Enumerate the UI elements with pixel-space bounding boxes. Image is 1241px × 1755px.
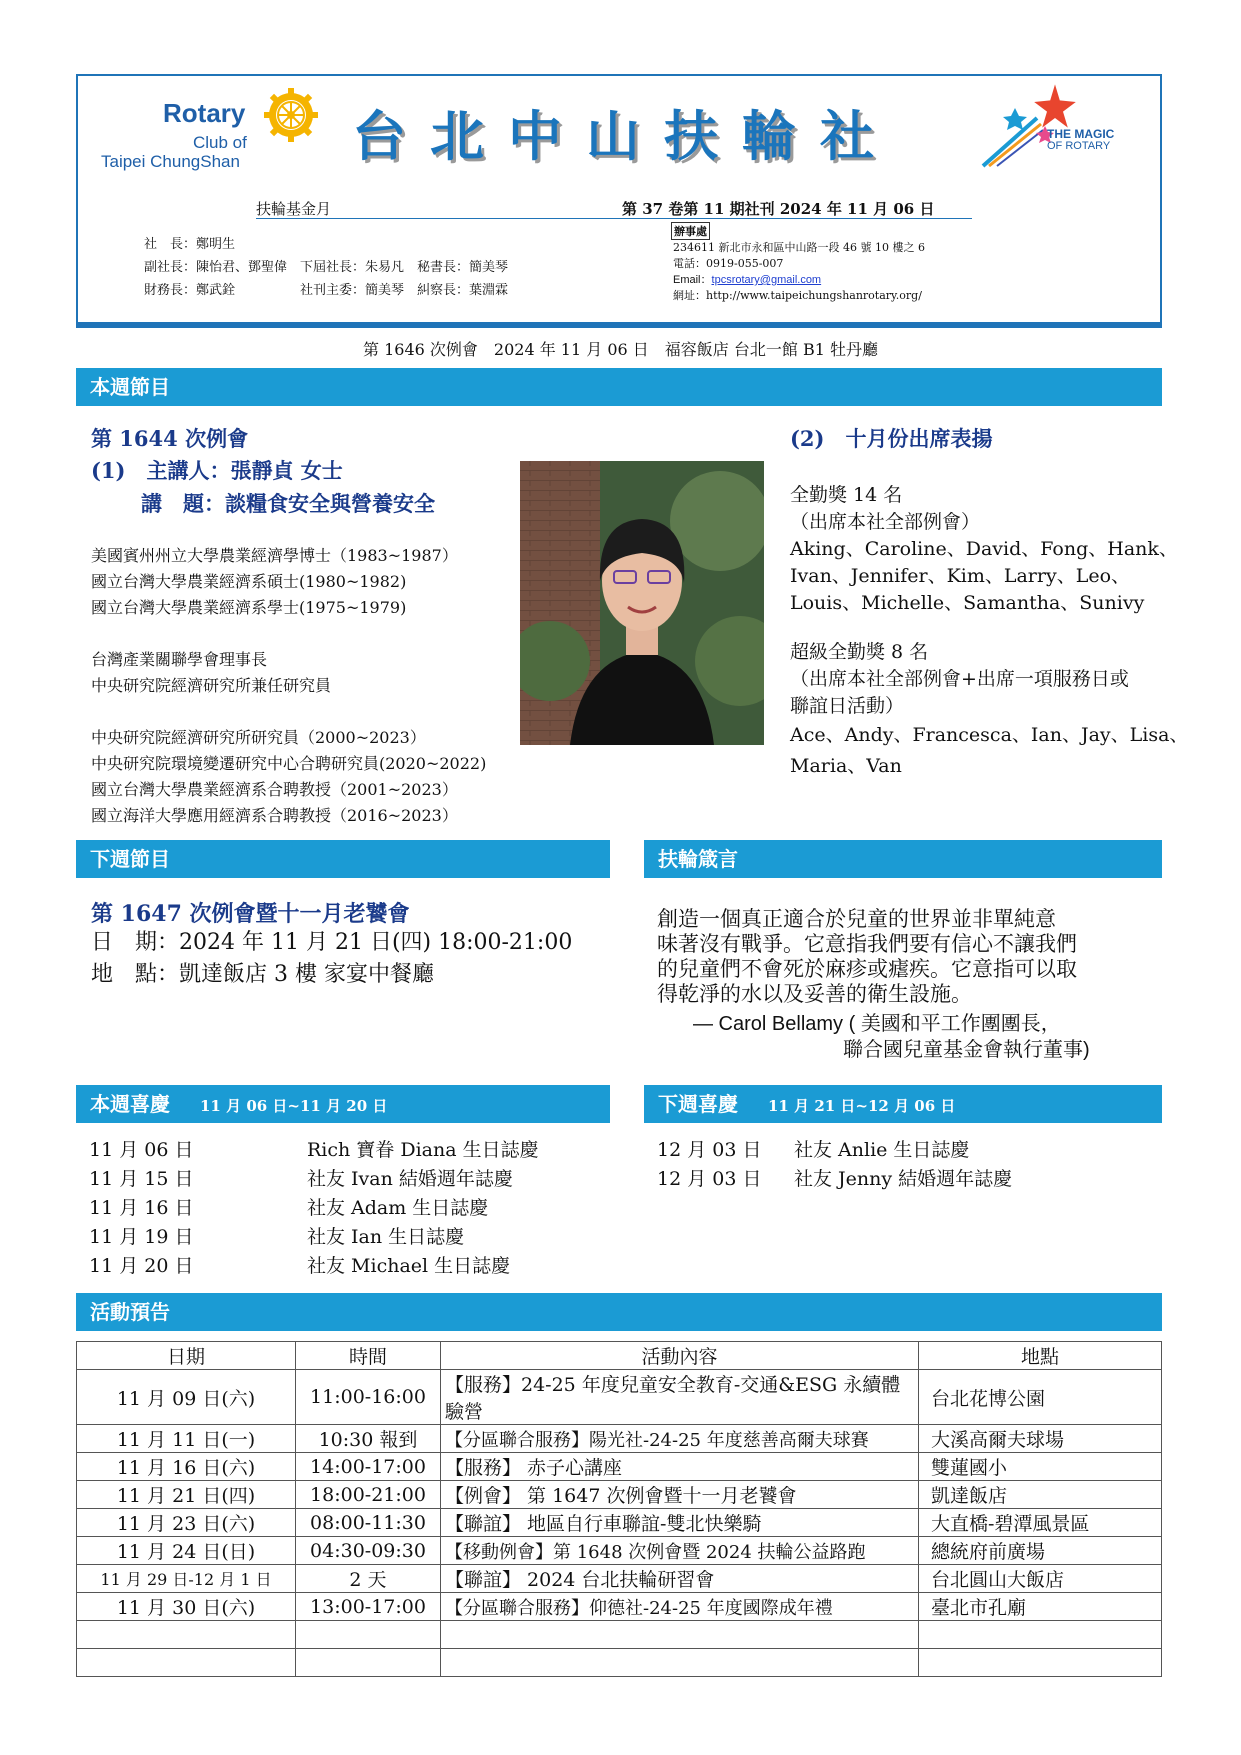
club-of-label: Club of [193, 133, 247, 152]
celebration-text: 社友 Ian 生日誌慶 [307, 1226, 465, 1248]
speaker-bio [91, 543, 486, 829]
super-attendance-count: 超級全勤獎 8 名 [790, 641, 929, 663]
celebration-text: 社友 Ivan 結婚週年誌慶 [307, 1168, 513, 1190]
bio-spacer [91, 621, 486, 647]
next-meeting-place: 地 點：凱達飯店 3 樓 家宴中餐廳 [91, 962, 434, 987]
bio-line: 國立海洋大學應用經濟系合聘教授（2016~2023） [91, 806, 458, 825]
bio-line: 中央研究院經濟研究所研究員（2000~2023） [91, 728, 426, 747]
motto-line: 味著沒有戰爭。它意指我們要有信心不讓我們 [657, 932, 1077, 956]
celebration-date: 12 月 03 日 [657, 1168, 762, 1190]
section-bar-this-week: 本週節目 [76, 368, 1162, 406]
table-row [77, 1509, 1162, 1537]
rotary-wheel-icon [262, 86, 320, 144]
motto-author-title: 聯合國兒童基金會執行董事) [843, 1039, 1090, 1061]
office-label: 辦事處 [671, 222, 710, 240]
empty-cell [919, 1649, 1162, 1677]
empty-cell [296, 1649, 441, 1677]
meeting-info: 第 1646 次例會 2024 年 11 月 06 日 福容飯店 台北一館 B1 牡丹廳 [363, 340, 878, 359]
event-time: 18:00-21:00 [296, 1481, 441, 1509]
column-header-date: 日期 [77, 1342, 296, 1370]
event-activity: 【服務】 赤子心講座 [441, 1453, 919, 1481]
issue-underline [256, 218, 972, 219]
club-name: Taipei ChungShan [101, 152, 240, 171]
full-attendance-note: （出席本社全部例會） [790, 511, 981, 533]
speaker-photo [520, 461, 764, 745]
super-attendance-note: （出席本社全部例會+出席一項服務日或 [790, 668, 1129, 690]
celebrations-next-list [657, 1136, 1012, 1194]
event-activity: 【聯誼】 地區自行車聯誼-雙北快樂騎 [441, 1509, 919, 1537]
officer-line: 財務長：鄭武銓 社刊主委：簡美琴 糾察長：葉淵霖 [144, 283, 509, 298]
empty-cell [441, 1649, 919, 1677]
topic-line: 講 題：談糧食安全與營養安全 [141, 491, 435, 516]
list-item [657, 1136, 1012, 1165]
list-item [89, 1165, 539, 1194]
rotary-wordmark: Rotary [163, 98, 246, 128]
next-meeting-date: 日 期：2024 年 11 月 21 日(四) 18:00-21:00 [91, 930, 573, 955]
empty-cell [441, 1621, 919, 1649]
office-email-link[interactable]: tpcsrotary@gmail.com [711, 274, 822, 286]
office-email-label: Email： [673, 274, 712, 286]
table-header-row [77, 1342, 1162, 1370]
bio-line: 台灣產業關聯學會理事長 [91, 650, 268, 669]
event-place: 雙蓮國小 [919, 1453, 1162, 1481]
event-place: 臺北市孔廟 [919, 1593, 1162, 1621]
celebrations-next-title: 下週喜慶 [658, 1092, 738, 1116]
celebration-text: 社友 Jenny 結婚週年誌慶 [794, 1168, 1013, 1190]
office-email [673, 272, 821, 288]
motto-line: 的兒童們不會死於麻疹或瘧疾。它意指可以取 [657, 957, 1077, 981]
attendance-details [790, 482, 1188, 782]
magic-tagline-line1: THE MAGIC [1047, 127, 1115, 141]
event-date: 11 月 24 日(日) [77, 1537, 296, 1565]
event-time: 08:00-11:30 [296, 1509, 441, 1537]
empty-cell [77, 1649, 296, 1677]
celebration-date: 11 月 15 日 [89, 1168, 194, 1190]
celebrations-this-list [89, 1136, 539, 1281]
motto-quote [657, 907, 1077, 1007]
super-attendance-names: Ace、Andy、Francesca、Ian、Jay、Lisa、 [790, 724, 1189, 746]
full-attendance-count: 全勤獎 14 名 [790, 484, 903, 506]
masthead-bottom-band [76, 322, 1162, 328]
event-activity: 【例會】 第 1647 次例會暨十一月老饕會 [441, 1481, 919, 1509]
event-place: 總統府前廣場 [919, 1537, 1162, 1565]
bio-line: 美國賓州州立大學農業經濟學博士（1983~1987） [91, 546, 458, 565]
motto-line: 得乾淨的水以及妥善的衛生設施。 [657, 982, 972, 1006]
event-activity: 【移動例會】第 1648 次例會暨 2024 扶輪公益路跑 [441, 1537, 919, 1565]
speaker-line: (1) 主講人：張靜貞 女士 [91, 458, 343, 483]
celebration-text: 社友 Adam 生日誌慶 [307, 1197, 489, 1219]
section-bar-next-week: 下週節目 [76, 840, 610, 878]
column-header-activity: 活動內容 [441, 1342, 919, 1370]
list-item [89, 1136, 539, 1165]
motto-line: 創造一個真正適合於兒童的世界並非單純意 [657, 907, 1056, 931]
office-website[interactable]: 網址：http://www.taipeichungshanrotary.org/ [673, 289, 922, 302]
event-date: 11 月 11 日(一) [77, 1425, 296, 1453]
bio-line: 中央研究院環境變遷研究中心合聘研究員(2020~2022) [91, 754, 487, 773]
bio-spacer [91, 699, 486, 725]
celebration-text: 社友 Anlie 生日誌慶 [794, 1139, 970, 1161]
celebration-date: 11 月 19 日 [89, 1226, 194, 1248]
column-header-time: 時間 [296, 1342, 441, 1370]
attendance-title: (2) 十月份出席表揚 [790, 426, 993, 451]
empty-cell [919, 1621, 1162, 1649]
celebration-date: 11 月 06 日 [89, 1139, 194, 1161]
bio-line: 中央研究院經濟研究所兼任研究員 [91, 676, 332, 695]
event-place: 大溪高爾夫球場 [919, 1425, 1162, 1453]
section-bar-this-week-celebrations [76, 1085, 610, 1123]
event-time: 2 天 [296, 1565, 441, 1593]
list-item [657, 1165, 1012, 1194]
event-activity: 【服務】24-25 年度兒童安全教育-交通&ESG 永續體驗營 [441, 1370, 919, 1425]
event-place: 台北花博公園 [919, 1370, 1162, 1425]
table-row [77, 1537, 1162, 1565]
super-attendance-note: 聯誼日活動） [790, 695, 905, 717]
full-attendance-names: Ivan、Jennifer、Kim、Larry、Leo、 [790, 565, 1131, 587]
full-attendance-names: Aking、Caroline、David、Fong、Hank、 [790, 538, 1178, 560]
event-date: 11 月 21 日(四) [77, 1481, 296, 1509]
table-row-empty [77, 1649, 1162, 1677]
event-place: 台北圓山大飯店 [919, 1565, 1162, 1593]
office-phone: 電話：0919-055-007 [673, 257, 784, 270]
celebration-text: Rich 寶眷 Diana 生日誌慶 [307, 1139, 539, 1161]
table-row [77, 1481, 1162, 1509]
celebration-date: 12 月 03 日 [657, 1139, 762, 1161]
super-attendance-names: Maria、Van [790, 755, 902, 777]
issue-info: 第 37 卷第 11 期社刊 2024 年 11 月 06 日 [622, 200, 935, 218]
motto-author: — Carol Bellamy ( 美國和平工作團團長， [693, 1013, 1061, 1035]
section-bar-events: 活動預告 [76, 1293, 1162, 1331]
section-bar-next-week-celebrations [644, 1085, 1162, 1123]
list-item [89, 1252, 539, 1281]
event-date: 11 月 30 日(六) [77, 1593, 296, 1621]
empty-cell [77, 1621, 296, 1649]
event-date: 11 月 16 日(六) [77, 1453, 296, 1481]
month-theme: 扶輪基金月 [256, 200, 332, 218]
bio-line: 國立台灣大學農業經濟系合聘教授（2001~2023） [91, 780, 458, 799]
event-activity: 【分區聯合服務】陽光社-24-25 年度慈善高爾夫球賽 [441, 1425, 919, 1453]
events-table [76, 1341, 1162, 1677]
event-place: 凱達飯店 [919, 1481, 1162, 1509]
magic-of-rotary-logo [975, 78, 1135, 168]
officer-line: 社 長：鄭明生 [144, 237, 236, 252]
next-meeting-title: 第 1647 次例會暨十一月老饕會 [91, 901, 410, 927]
officer-list [144, 233, 508, 302]
event-time: 14:00-17:00 [296, 1453, 441, 1481]
table-row [77, 1370, 1162, 1425]
event-time: 10:30 報到 [296, 1425, 441, 1453]
event-place: 大直橋-碧潭風景區 [919, 1509, 1162, 1537]
celebrations-next-range: 11 月 21 日~12 月 06 日 [768, 1097, 956, 1115]
event-date: 11 月 09 日(六) [77, 1370, 296, 1425]
section-bar-motto: 扶輪箴言 [644, 840, 1162, 878]
full-attendance-names: Louis、Michelle、Samantha、Sunivy [790, 592, 1145, 614]
event-date: 11 月 23 日(六) [77, 1509, 296, 1537]
meeting-number-title: 第 1644 次例會 [91, 426, 249, 451]
bio-line: 國立台灣大學農業經濟系學士(1975~1979) [91, 598, 407, 617]
officer-line: 副社長：陳怡君、鄧聖偉 下屆社長：朱易凡 秘書長：簡美琴 [144, 260, 509, 275]
list-item [89, 1223, 539, 1252]
celebrations-this-title: 本週喜慶 [90, 1092, 170, 1116]
table-row [77, 1425, 1162, 1453]
celebration-text: 社友 Michael 生日誌慶 [307, 1255, 511, 1277]
event-time: 11:00-16:00 [296, 1370, 441, 1425]
spacer [790, 617, 1188, 639]
bio-line: 國立台灣大學農業經濟系碩士(1980~1982) [91, 572, 407, 591]
column-header-place: 地點 [919, 1342, 1162, 1370]
table-row-empty [77, 1621, 1162, 1649]
magic-tagline-line2: OF ROTARY [1047, 140, 1111, 152]
office-address: 234611 新北市永和區中山路一段 46 號 10 樓之 6 [673, 241, 925, 254]
celebration-date: 11 月 16 日 [89, 1197, 194, 1219]
table-row [77, 1453, 1162, 1481]
event-date: 11 月 29 日-12 月 1 日 [77, 1565, 296, 1593]
page-title: 台北中山扶輪社 [352, 107, 898, 167]
event-time: 13:00-17:00 [296, 1593, 441, 1621]
event-activity: 【分區聯合服務】仰德社-24-25 年度國際成年禮 [441, 1593, 919, 1621]
celebrations-this-range: 11 月 06 日~11 月 20 日 [200, 1097, 388, 1115]
table-row [77, 1593, 1162, 1621]
table-row [77, 1565, 1162, 1593]
event-activity: 【聯誼】 2024 台北扶輪研習會 [441, 1565, 919, 1593]
event-time: 04:30-09:30 [296, 1537, 441, 1565]
celebration-date: 11 月 20 日 [89, 1255, 194, 1277]
empty-cell [296, 1621, 441, 1649]
list-item [89, 1194, 539, 1223]
